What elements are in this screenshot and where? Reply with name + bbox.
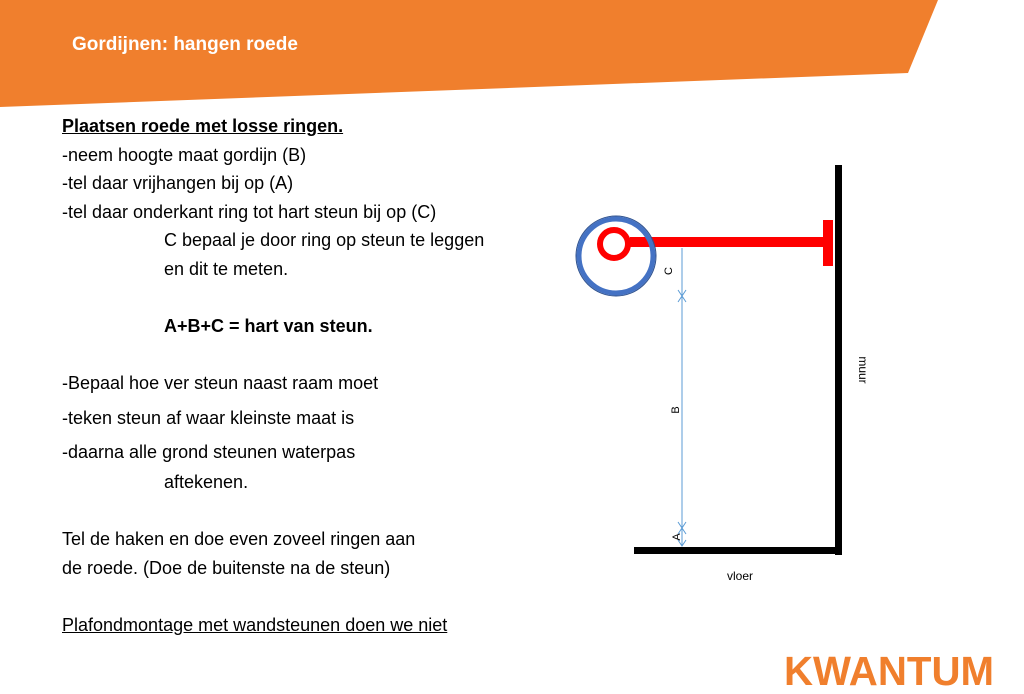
step-count-hooks: Tel de haken en doe even zoveel ringen aan <box>62 529 416 549</box>
step-mark-bracket: -teken steun af waar kleinste maat is <box>62 408 355 428</box>
section-heading: Plaatsen roede met losse ringen. <box>62 116 344 136</box>
step-add-free-hang: -tel daar vrijhangen bij op (A) <box>62 173 294 193</box>
label-wall: muur <box>856 356 870 384</box>
step-count-hooks-cont: de roede. (Doe de buitenste na de steun) <box>62 557 391 578</box>
instruction-text <box>62 112 582 639</box>
label-a: A <box>671 533 683 541</box>
kwantum-logo <box>784 648 996 690</box>
label-b: B <box>670 406 682 414</box>
rod-section <box>600 230 628 258</box>
bracket-arm <box>630 237 828 247</box>
note-determine-c: C bepaal je door ring op steun te leggen <box>164 230 485 250</box>
step-measure-height: -neem hoogte maat gordijn (B) <box>62 144 307 165</box>
note-measure: en dit te meten. <box>164 258 289 279</box>
step-bracket-distance: -Bepaal hoe ver steun naast raam moet <box>62 372 379 393</box>
slide-title: Gordijnen: hangen roede <box>72 34 298 55</box>
label-floor: vloer <box>726 569 754 583</box>
step-level-brackets: -daarna alle grond steunen waterpas <box>62 441 356 462</box>
label-c: C <box>663 267 675 275</box>
installation-diagram <box>560 150 890 600</box>
floor-line <box>634 547 842 554</box>
logo-text: KWANTUM <box>784 648 994 690</box>
formula: A+B+C = hart van steun. <box>164 315 373 336</box>
ceiling-note: Plafondmontage met wandsteunen doen we niet <box>62 614 448 635</box>
step-add-ring-to-bracket: -tel daar onderkant ring tot hart steun bij op (C) <box>62 201 437 222</box>
wall-line <box>835 165 842 555</box>
step-level-brackets-cont: aftekenen. <box>164 472 249 492</box>
